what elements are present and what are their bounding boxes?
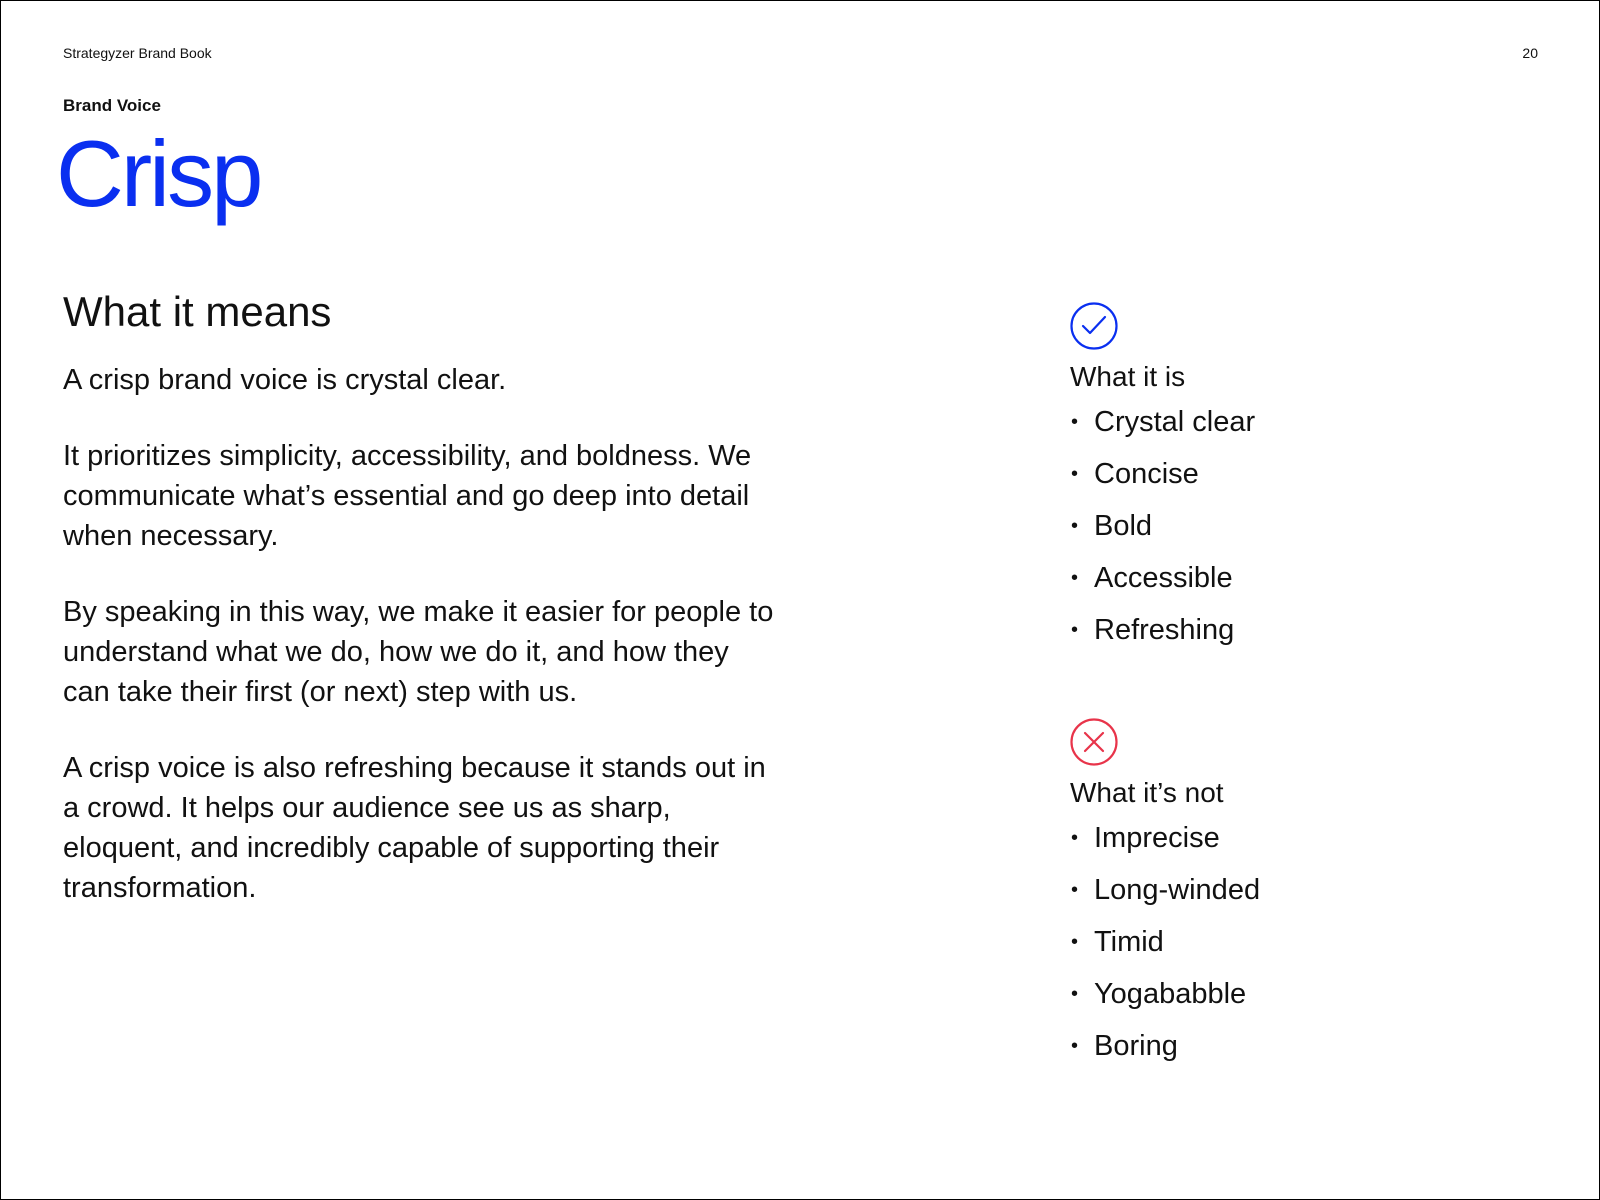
bullet-icon: •: [1071, 1035, 1079, 1057]
list-item: [1070, 448, 1490, 500]
bullet-icon: •: [1071, 619, 1079, 641]
list-item-label: Refreshing: [1094, 614, 1235, 646]
list-item: [1070, 864, 1490, 916]
list-item-label: Timid: [1094, 926, 1164, 958]
list-item: [1070, 968, 1490, 1020]
paragraph: A crisp voice is also refreshing because it stands out in a crowd. It helps our audience see us as sharp, eloquent, and incredibly capable of supporting their transformation.: [63, 752, 766, 904]
x-circle-icon: [1070, 718, 1118, 766]
list-item: [1070, 1020, 1490, 1072]
list-item-label: Boring: [1094, 1030, 1178, 1062]
what-it-is-heading: What it is: [1070, 361, 1186, 392]
page-title: Crisp: [56, 121, 261, 226]
what-it-is-list: [1070, 396, 1490, 656]
bullet-icon: •: [1071, 463, 1079, 485]
bullet-icon: •: [1071, 879, 1079, 901]
what-it-is-section: [1070, 302, 1490, 656]
what-it-means-section: [63, 286, 783, 944]
paragraph: A crisp brand voice is crystal clear.: [63, 364, 507, 396]
check-circle-icon: [1070, 302, 1118, 350]
section-label: Brand Voice: [63, 96, 161, 115]
list-item: [1070, 500, 1490, 552]
list-item: [1070, 604, 1490, 656]
bullet-icon: •: [1071, 931, 1079, 953]
doc-title: Strategyzer Brand Book: [63, 45, 212, 61]
paragraph: It prioritizes simplicity, accessibility, and boldness. We communicate what’s essential and go deep into detail when necessary.: [63, 440, 752, 552]
list-item: [1070, 396, 1490, 448]
list-item-label: Yogababble: [1094, 978, 1247, 1010]
paragraph: By speaking in this way, we make it easier for people to understand what we do, how we do it, and how they can take their first (or next) step with us.: [63, 596, 774, 708]
list-item-label: Imprecise: [1094, 822, 1220, 854]
list-item-label: Concise: [1094, 458, 1199, 490]
bullet-icon: •: [1071, 827, 1079, 849]
list-item: [1070, 812, 1490, 864]
bullet-icon: •: [1071, 411, 1079, 433]
list-item-label: Bold: [1094, 510, 1153, 542]
bullet-icon: •: [1071, 515, 1079, 537]
what-it-means-heading: What it means: [63, 288, 332, 335]
bullet-icon: •: [1071, 983, 1079, 1005]
page-number: 20: [1522, 45, 1538, 61]
list-item-label: Accessible: [1094, 562, 1233, 594]
list-item: [1070, 916, 1490, 968]
what-its-not-heading: What it’s not: [1070, 777, 1224, 808]
what-its-not-section: [1070, 718, 1490, 1072]
list-item: [1070, 552, 1490, 604]
bullet-icon: •: [1071, 567, 1079, 589]
what-its-not-list: [1070, 812, 1490, 1072]
list-item-label: Long-winded: [1094, 874, 1261, 906]
list-item-label: Crystal clear: [1094, 406, 1256, 438]
